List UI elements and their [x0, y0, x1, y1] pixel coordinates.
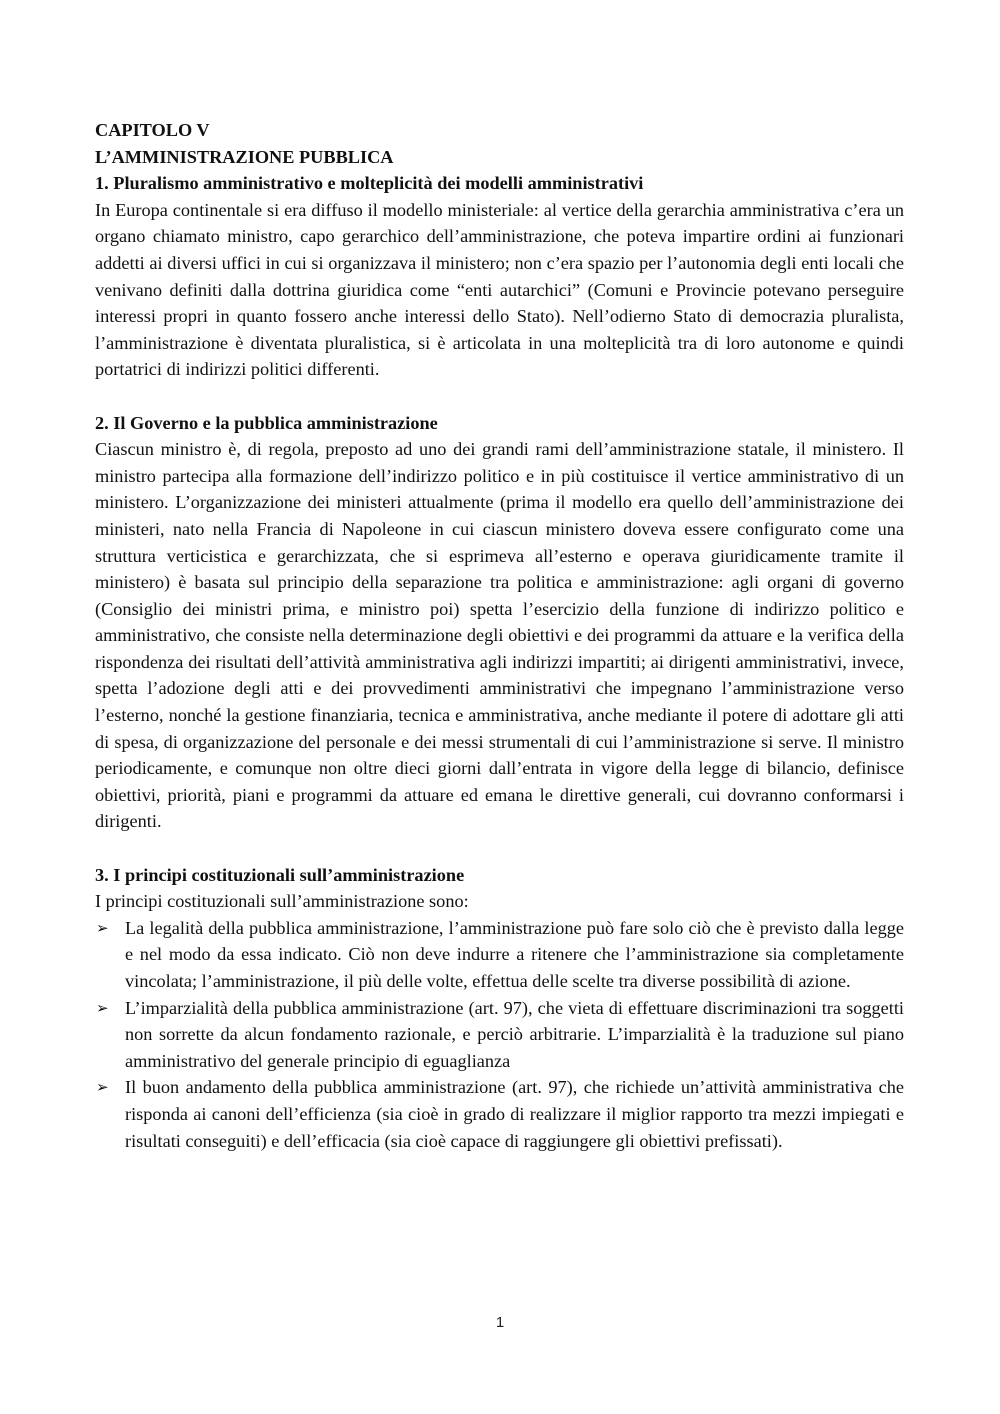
section-heading: 3. I principi costituzionali sull’amministrazione [95, 864, 465, 885]
section-intro: I principi costituzionali sull’amministrazione sono: [95, 891, 469, 912]
chapter-number: CAPITOLO V [95, 120, 210, 140]
page-number: 1 [495, 1314, 505, 1331]
arrow-bullet-icon: ➢ [96, 1078, 109, 1097]
list-item [95, 915, 904, 995]
list-item-text: Il buon andamento della pubblica amministrazione (art. 97), che richiede un’attività amministrativa che risponda ai canoni dell’efficienza (sia cioè in grado di realizzare il miglior rapporto tra mezzi impiegati e risultati conseguiti) e dell’efficacia (sia cioè capace di raggiungere gli obiettivi prefissati). [125, 1077, 904, 1151]
section-2 [95, 410, 904, 836]
section-paragraph: In Europa continentale si era diffuso il modello ministeriale: al vertice della gerarchia amministrativa c’era un organo chiamato ministro, capo gerarchico dell’amministrazione, che poteva impartire ordini ai funzionari addetti ai diversi uffici in cui si organizzava il ministero; non c’era spazio per l’autonomia degli enti locali che venivano definiti dalla dottrina giuridica come “enti autarchici” (Comuni e Provincie potevano perseguire interessi propri in quanto fossero anche interessi dello Stato). Nell’odierno Stato di democrazia pluralista, l’amministrazione è diventata pluralistica, si è articolata in una molteplicità tra di loro autonome e quindi portatrici di indirizzi politici differenti. [95, 199, 904, 380]
list-item [95, 1074, 904, 1154]
chapter-title: L’AMMINISTRAZIONE PUBBLICA [95, 146, 394, 167]
section-1 [95, 170, 904, 383]
arrow-bullet-icon: ➢ [96, 918, 109, 937]
spacer [95, 383, 904, 410]
spacer [95, 835, 904, 862]
arrow-bullet-icon: ➢ [96, 998, 109, 1017]
list-item-text: L’imparzialità della pubblica amministrazione (art. 97), che vieta di effettuare discriminazioni tra soggetti non sorrette da alcun fondamento razionale, e perciò arbitrarie. L’imparzialità è la traduzione sul piano amministrativo del generale principio di eguaglianza [125, 997, 904, 1071]
list-item [95, 995, 904, 1075]
section-heading: 1. Pluralismo amministrativo e molteplicità dei modelli amministrativi [95, 173, 644, 194]
section-heading: 2. Il Governo e la pubblica amministrazione [95, 412, 438, 433]
section-3 [95, 862, 904, 1155]
list-item-text: La legalità della pubblica amministrazione, l’amministrazione può fare solo ciò che è previsto dalla legge e nel modo da essa indicato. Ciò non deve indurre a ritenere che l’amministrazione sia completamente vincolata; l’amministrazione, il più delle volte, effettua delle scelte tra diverse possibilità di azione. [125, 917, 904, 991]
principles-list [95, 915, 904, 1154]
document-page [95, 117, 904, 1154]
section-paragraph: Ciascun ministro è, di regola, preposto ad uno dei grandi rami dell’amministrazione statale, il ministero. Il ministro partecipa alla formazione dell’indirizzo politico e in più costituisce il vertice amministrativo di un ministero. L’organizzazione dei ministeri attualmente (prima il modello era quello dell’amministrazione dei ministeri, nato nella Francia di Napoleone in cui ciascun ministero doveva essere configurato come una struttura verticistica e gerarchizzata, che si esprimeva all’esterno e operava giuridicamente tramite il ministero) è basata sul principio della separazione tra politica e amministrazione: agli organi di governo (Consiglio dei ministri prima, e ministro poi) spetta l’esercizio della funzione di indirizzo politico e amministrativo, che consiste nella determinazione degli obiettivi e dei programmi da attuare e la verifica della rispondenza dei risultati dell’attività amministrativa agli indirizzi impartiti; ai dirigenti amministrativi, invece, spetta l’adozione degli atti e dei provvedimenti amministrativi che impegnano l’amministrazione verso l’esterno, nonché la gestione finanziaria, tecnica e amministrativa, anche mediante il potere di adottare gli atti di spesa, di organizzazione del personale e dei messi strumentali di cui l’amministrazione si serve. Il ministro periodicamente, e comunque non oltre dieci giorni dall’entrata in vigore della legge di bilancio, definisce obiettivi, priorità, piani e programmi da attuare ed emana le direttive generali, cui dovranno conformarsi i dirigenti. [95, 439, 904, 832]
